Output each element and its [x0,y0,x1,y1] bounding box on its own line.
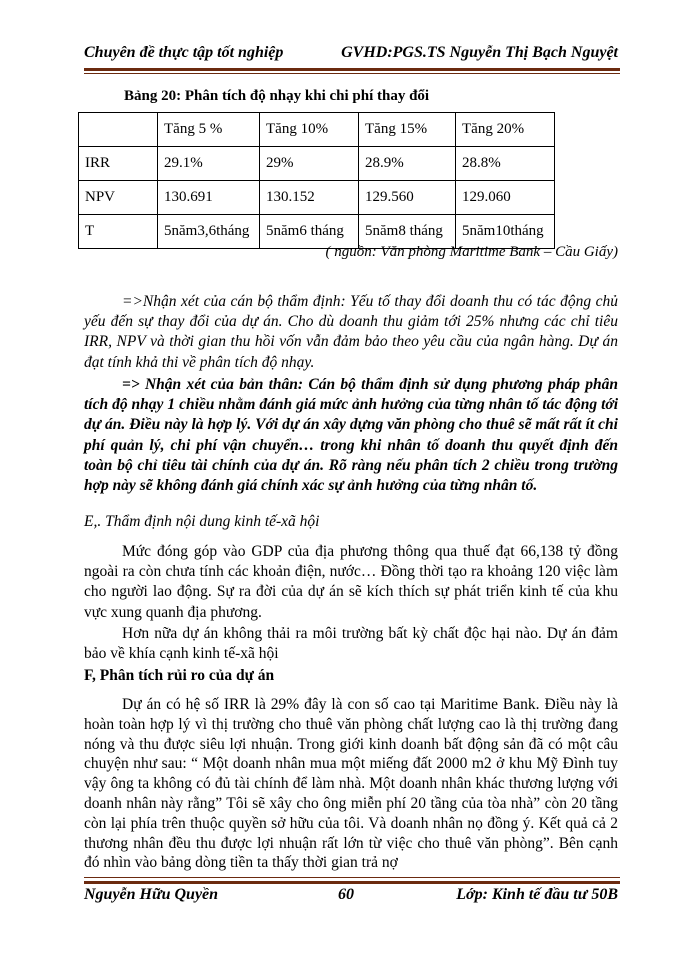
section-heading-e: E,. Thẩm định nội dung kinh tế-xã hội [84,513,320,530]
table-cell: 29.1% [158,147,260,181]
table-header-cell: Tăng 20% [456,113,555,147]
table-caption: Bảng 20: Phân tích độ nhạy khi chi phí thay đổi [124,88,430,104]
table-cell: 129.560 [359,181,456,215]
table-cell: 28.8% [456,147,555,181]
table-row [79,147,555,181]
table-header-cell: Tăng 10% [260,113,359,147]
table-row [79,181,555,215]
footer-rule-thick [84,881,620,884]
table-cell: 5năm8 tháng [359,215,456,249]
author-comment: => Nhận xét của bản thân: Cán bộ thẩm định sử dụng phương pháp phân tích độ nhạy 1 chiều nhằm đánh giá mức ảnh hưởng của từng nhân tố tác động tới dự án. Điều này là hợp lý. Với dự án xây dựng văn phòng cho thuê sẽ mất rất ít chi phí quản lý, chi phí vận chuyển… trong khi nhân tố doanh thu quyết định đến toàn bộ chỉ tiêu tài chính của dự án. Rõ ràng nếu phân tích 2 chiều trong trường hợp này sẽ không đánh giá chính xác sự ảnh hưởng của từng nhân tố. [84,376,618,495]
footer-class: Lớp: Kinh tế đầu tư 50B [456,886,618,903]
paragraph-environment: Hơn nữa dự án không thải ra môi trường bất kỳ chất độc hại nào. Dự án đảm bảo về khía cạnh kinh tế-xã hội [84,625,618,663]
appraiser-comment: =>Nhận xét của cán bộ thẩm định: Yếu tố thay đổi doanh thu có tác động chủ yếu đến sự thay đổi của dự án. Cho dù doanh thu giảm tới 25% nhưng các chỉ tiêu IRR, NPV và thời gian thu hồi vốn vẫn đảm bảo theo yêu cầu của ngân hàng. Dự án đạt tính khả thi về phân tích độ nhạy. [84,293,618,371]
table-cell: 130.691 [158,181,260,215]
header-title: Chuyên đề thực tập tốt nghiệp [84,44,284,61]
page-footer [84,886,618,910]
table-cell: 29% [260,147,359,181]
paragraph-economic: Mức đóng góp vào GDP của địa phương thông qua thuế đạt 66,138 tỷ đồng ngoài ra còn chưa tính các khoản điện, nước… Đồng thời tạo ra khoảng 120 việc làm cho người lao động. Sự ra đời của dự án sẽ kích thích sự phát triển kinh tế của khu vực xung quanh địa phương. [84,543,618,621]
page-number: 60 [338,886,354,903]
paragraph-risk: Dự án có hệ số IRR là 29% đây là con số cao tại Maritime Bank. Điều này là hoàn toàn hợp lý vì thị trường cho thuê văn phòng chất lượng cao là thị trường đang nóng và thu được siêu lợi nhuận. Trong giới kinh doanh bất động sản đã có một câu chuyện như sau: “ Một doanh nhân mua một miếng đất 2000 m2 ở khu Mỹ Đình tuy vậy ông ta không có đủ tài chính để làm nhà. Một doanh nhân khác thương lượng với doanh nhân này rằng” Tôi sẽ xây cho ông miễn phí 20 tầng của tòa nhà” còn 20 tầng còn lại phía trên thuộc quyền sở hữu của tôi. Và doanh nhân nọ đồng ý. Kết quả cả 2 thương nhân đều thu được lợi nhuận rất lớn từ việc cho thuê văn phòng”. Bên cạnh đó nhìn vào bảng dòng tiền ta thấy thời gian trả nợ [84,696,618,872]
table-header-row [79,113,555,147]
footer-rule-thin [84,877,620,878]
table-cell: 28.9% [359,147,456,181]
table-source: ( nguồn: Văn phòng Maritime Bank – Cầu Giấy) [325,244,618,260]
sensitivity-table [78,112,555,249]
table-header-cell [79,113,158,147]
table-header-cell: Tăng 15% [359,113,456,147]
header-rule-thick [84,68,620,71]
header-rule-thin [84,73,620,74]
page-header [84,44,618,68]
footer-author: Nguyễn Hữu Quyền [84,886,219,903]
section-heading-f: F, Phân tích rủi ro của dự án [84,667,275,684]
table-cell: 5năm10tháng [456,215,555,249]
table-cell: 5năm3,6tháng [158,215,260,249]
table-cell: 5năm6 tháng [260,215,359,249]
table-cell: T [79,215,158,249]
table-header-cell: Tăng 5 % [158,113,260,147]
table-cell: NPV [79,181,158,215]
header-supervisor: GVHD:PGS.TS Nguyễn Thị Bạch Nguyệt [341,44,618,61]
table-cell: 129.060 [456,181,555,215]
table-cell: 130.152 [260,181,359,215]
table-cell: IRR [79,147,158,181]
